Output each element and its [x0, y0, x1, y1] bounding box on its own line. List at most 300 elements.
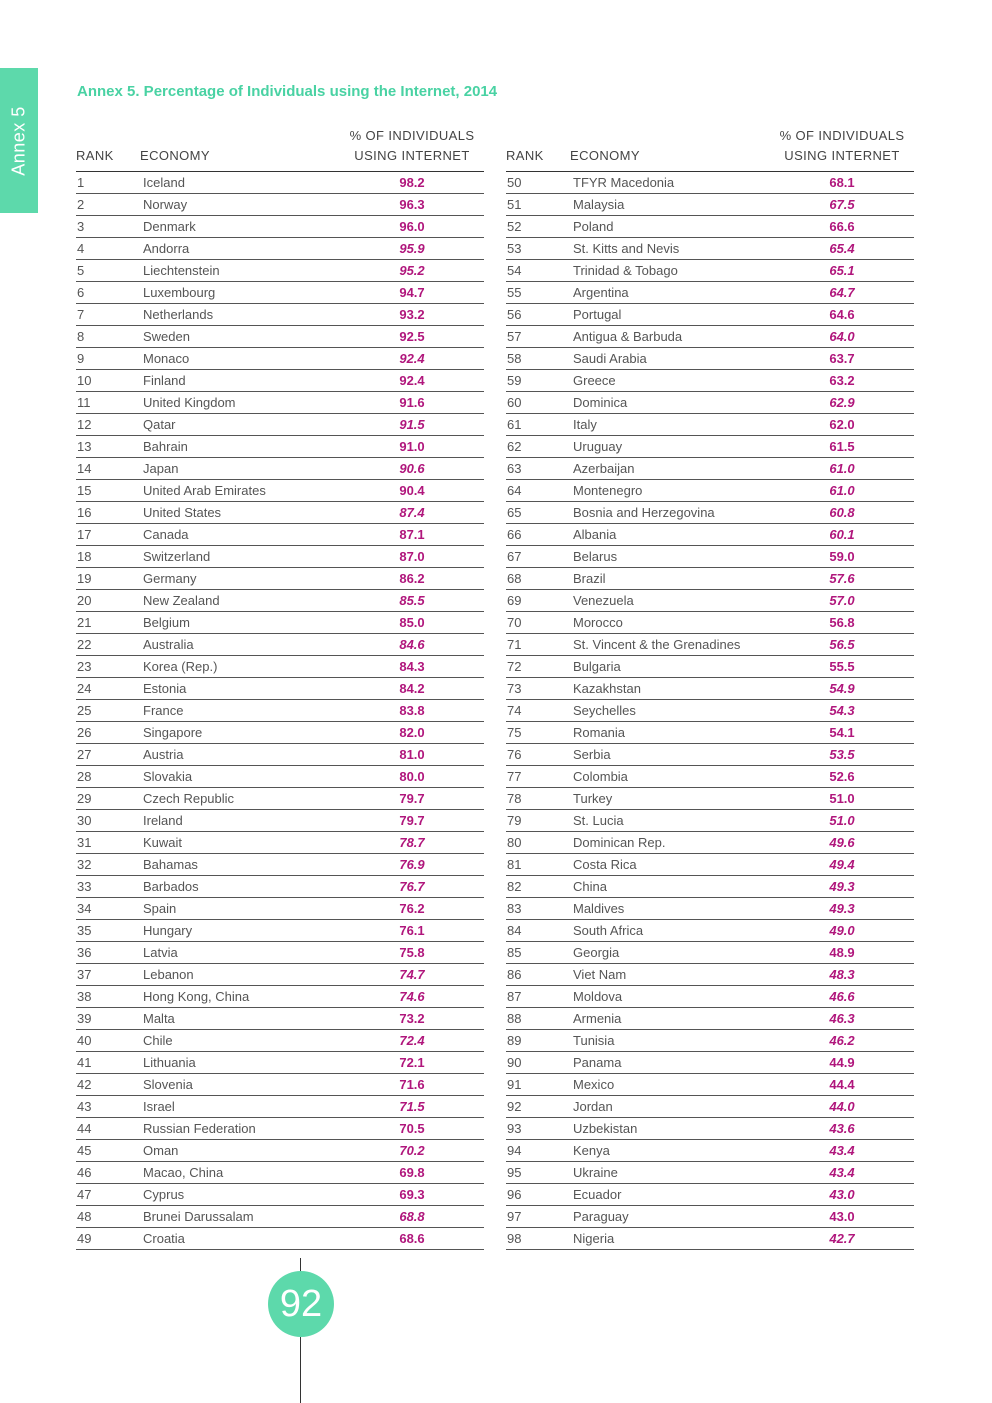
- pct-header-line2: USING INTERNET: [354, 148, 470, 163]
- rank-cell: 28: [76, 766, 140, 788]
- ranking-table-left: [76, 126, 484, 1250]
- table-row: [76, 524, 484, 546]
- table-header-row: [506, 126, 914, 172]
- table-row: [506, 964, 914, 986]
- economy-cell: United Arab Emirates: [140, 480, 340, 502]
- value-cell: 69.3: [340, 1184, 484, 1206]
- rank-cell: 41: [76, 1052, 140, 1074]
- rank-cell: 19: [76, 568, 140, 590]
- table-row: [76, 656, 484, 678]
- rank-cell: 85: [506, 942, 570, 964]
- rank-cell: 79: [506, 810, 570, 832]
- economy-cell: St. Vincent & the Grenadines: [570, 634, 770, 656]
- rank-cell: 30: [76, 810, 140, 832]
- rank-cell: 45: [76, 1140, 140, 1162]
- economy-cell: Costa Rica: [570, 854, 770, 876]
- rank-cell: 2: [76, 194, 140, 216]
- economy-cell: Brunei Darussalam: [140, 1206, 340, 1228]
- value-cell: 62.9: [770, 392, 914, 414]
- table-row: [506, 458, 914, 480]
- economy-cell: Australia: [140, 634, 340, 656]
- economy-cell: Kuwait: [140, 832, 340, 854]
- value-cell: 49.3: [770, 898, 914, 920]
- economy-cell: Brazil: [570, 568, 770, 590]
- rank-cell: 65: [506, 502, 570, 524]
- rank-cell: 49: [76, 1228, 140, 1250]
- value-cell: 46.2: [770, 1030, 914, 1052]
- table-row: [76, 1052, 484, 1074]
- value-cell: 76.9: [340, 854, 484, 876]
- rank-cell: 96: [506, 1184, 570, 1206]
- rank-cell: 92: [506, 1096, 570, 1118]
- value-cell: 43.4: [770, 1162, 914, 1184]
- rank-cell: 68: [506, 568, 570, 590]
- value-cell: 93.2: [340, 304, 484, 326]
- rank-cell: 97: [506, 1206, 570, 1228]
- value-cell: 63.7: [770, 348, 914, 370]
- table-row: [76, 260, 484, 282]
- table-row: [76, 1030, 484, 1052]
- table-row: [506, 370, 914, 392]
- economy-cell: Belarus: [570, 546, 770, 568]
- table-row: [506, 282, 914, 304]
- table-row: [76, 546, 484, 568]
- table-row: [76, 1074, 484, 1096]
- pct-header: [340, 126, 484, 172]
- economy-cell: Kazakhstan: [570, 678, 770, 700]
- table-row: [76, 678, 484, 700]
- rank-cell: 31: [76, 832, 140, 854]
- table-row: [506, 502, 914, 524]
- economy-cell: Hong Kong, China: [140, 986, 340, 1008]
- value-cell: 92.5: [340, 326, 484, 348]
- rank-cell: 24: [76, 678, 140, 700]
- value-cell: 49.0: [770, 920, 914, 942]
- table-row: [506, 1052, 914, 1074]
- value-cell: 61.0: [770, 458, 914, 480]
- value-cell: 60.8: [770, 502, 914, 524]
- value-cell: 49.6: [770, 832, 914, 854]
- rank-cell: 91: [506, 1074, 570, 1096]
- table-row: [76, 238, 484, 260]
- value-cell: 69.8: [340, 1162, 484, 1184]
- economy-cell: France: [140, 700, 340, 722]
- economy-cell: Estonia: [140, 678, 340, 700]
- table-row: [506, 832, 914, 854]
- value-cell: 72.1: [340, 1052, 484, 1074]
- rank-header: RANK: [76, 126, 140, 172]
- economy-cell: St. Kitts and Nevis: [570, 238, 770, 260]
- table-header-row: [76, 126, 484, 172]
- value-cell: 52.6: [770, 766, 914, 788]
- annex-side-tab: [0, 68, 38, 213]
- economy-cell: Lithuania: [140, 1052, 340, 1074]
- value-cell: 82.0: [340, 722, 484, 744]
- table-row: [506, 766, 914, 788]
- table-row: [76, 832, 484, 854]
- value-cell: 95.2: [340, 260, 484, 282]
- value-cell: 53.5: [770, 744, 914, 766]
- economy-cell: St. Lucia: [570, 810, 770, 832]
- value-cell: 91.5: [340, 414, 484, 436]
- rank-cell: 9: [76, 348, 140, 370]
- table-row: [76, 1118, 484, 1140]
- economy-cell: Finland: [140, 370, 340, 392]
- table-row: [506, 260, 914, 282]
- value-cell: 84.3: [340, 656, 484, 678]
- value-cell: 67.5: [770, 194, 914, 216]
- value-cell: 48.3: [770, 964, 914, 986]
- economy-cell: Georgia: [570, 942, 770, 964]
- value-cell: 54.9: [770, 678, 914, 700]
- table-row: [506, 414, 914, 436]
- value-cell: 94.7: [340, 282, 484, 304]
- value-cell: 72.4: [340, 1030, 484, 1052]
- value-cell: 42.7: [770, 1228, 914, 1250]
- table-row: [506, 1030, 914, 1052]
- table-row: [506, 1074, 914, 1096]
- rank-cell: 50: [506, 172, 570, 194]
- table-row: [506, 238, 914, 260]
- table-row: [76, 458, 484, 480]
- economy-cell: Dominican Rep.: [570, 832, 770, 854]
- economy-cell: Argentina: [570, 282, 770, 304]
- rank-cell: 83: [506, 898, 570, 920]
- rank-cell: 61: [506, 414, 570, 436]
- rank-cell: 62: [506, 436, 570, 458]
- rank-cell: 56: [506, 304, 570, 326]
- rank-cell: 48: [76, 1206, 140, 1228]
- rank-cell: 4: [76, 238, 140, 260]
- value-cell: 95.9: [340, 238, 484, 260]
- value-cell: 68.8: [340, 1206, 484, 1228]
- economy-cell: Macao, China: [140, 1162, 340, 1184]
- table-row: [76, 810, 484, 832]
- value-cell: 46.3: [770, 1008, 914, 1030]
- page-number: 92: [268, 1271, 334, 1337]
- table-row: [76, 986, 484, 1008]
- table-row: [506, 876, 914, 898]
- economy-cell: Jordan: [570, 1096, 770, 1118]
- value-cell: 98.2: [340, 172, 484, 194]
- economy-cell: Bosnia and Herzegovina: [570, 502, 770, 524]
- economy-cell: Oman: [140, 1140, 340, 1162]
- value-cell: 71.5: [340, 1096, 484, 1118]
- table-row: [506, 1162, 914, 1184]
- table-row: [76, 700, 484, 722]
- rank-cell: 36: [76, 942, 140, 964]
- economy-cell: Mexico: [570, 1074, 770, 1096]
- rank-cell: 80: [506, 832, 570, 854]
- table-row: [76, 172, 484, 194]
- table-row: [506, 172, 914, 194]
- value-cell: 83.8: [340, 700, 484, 722]
- economy-cell: TFYR Macedonia: [570, 172, 770, 194]
- table-row: [506, 480, 914, 502]
- economy-cell: Saudi Arabia: [570, 348, 770, 370]
- economy-cell: Qatar: [140, 414, 340, 436]
- value-cell: 56.8: [770, 612, 914, 634]
- rank-cell: 22: [76, 634, 140, 656]
- economy-cell: Malta: [140, 1008, 340, 1030]
- economy-cell: Trinidad & Tobago: [570, 260, 770, 282]
- economy-cell: United States: [140, 502, 340, 524]
- table-row: [506, 546, 914, 568]
- rank-cell: 95: [506, 1162, 570, 1184]
- table-row: [76, 216, 484, 238]
- table-row: [506, 392, 914, 414]
- table-row: [506, 1008, 914, 1030]
- economy-cell: Barbados: [140, 876, 340, 898]
- economy-cell: Panama: [570, 1052, 770, 1074]
- value-cell: 76.1: [340, 920, 484, 942]
- value-cell: 76.7: [340, 876, 484, 898]
- rank-cell: 5: [76, 260, 140, 282]
- pct-header-line1: % OF INDIVIDUALS: [779, 128, 905, 143]
- economy-cell: Albania: [570, 524, 770, 546]
- rank-cell: 78: [506, 788, 570, 810]
- table-row: [76, 1228, 484, 1250]
- table-row: [506, 788, 914, 810]
- table-row: [506, 436, 914, 458]
- rank-cell: 10: [76, 370, 140, 392]
- table-row: [506, 326, 914, 348]
- page-title: Annex 5. Percentage of Individuals using the Internet, 2014: [77, 83, 498, 100]
- economy-cell: Paraguay: [570, 1206, 770, 1228]
- table-row: [506, 1206, 914, 1228]
- value-cell: 44.9: [770, 1052, 914, 1074]
- value-cell: 43.0: [770, 1206, 914, 1228]
- value-cell: 70.2: [340, 1140, 484, 1162]
- value-cell: 44.0: [770, 1096, 914, 1118]
- value-cell: 43.6: [770, 1118, 914, 1140]
- annex-side-tab-label: Annex 5: [8, 105, 29, 176]
- rank-cell: 39: [76, 1008, 140, 1030]
- economy-cell: Iceland: [140, 172, 340, 194]
- rank-cell: 89: [506, 1030, 570, 1052]
- rank-cell: 76: [506, 744, 570, 766]
- value-cell: 74.6: [340, 986, 484, 1008]
- economy-cell: Nigeria: [570, 1228, 770, 1250]
- value-cell: 43.4: [770, 1140, 914, 1162]
- economy-cell: Cyprus: [140, 1184, 340, 1206]
- economy-cell: Moldova: [570, 986, 770, 1008]
- value-cell: 56.5: [770, 634, 914, 656]
- value-cell: 84.2: [340, 678, 484, 700]
- rank-cell: 13: [76, 436, 140, 458]
- table-row: [76, 766, 484, 788]
- economy-cell: Montenegro: [570, 480, 770, 502]
- economy-cell: Belgium: [140, 612, 340, 634]
- rank-cell: 66: [506, 524, 570, 546]
- table-row: [506, 612, 914, 634]
- rank-cell: 67: [506, 546, 570, 568]
- table-row: [76, 854, 484, 876]
- economy-cell: Denmark: [140, 216, 340, 238]
- rank-cell: 8: [76, 326, 140, 348]
- rank-cell: 58: [506, 348, 570, 370]
- table-row: [76, 964, 484, 986]
- value-cell: 55.5: [770, 656, 914, 678]
- value-cell: 76.2: [340, 898, 484, 920]
- value-cell: 79.7: [340, 788, 484, 810]
- economy-header: ECONOMY: [140, 126, 340, 172]
- table-row: [76, 1184, 484, 1206]
- ranking-table-right: [506, 126, 914, 1250]
- value-cell: 71.6: [340, 1074, 484, 1096]
- rank-cell: 71: [506, 634, 570, 656]
- table-row: [76, 370, 484, 392]
- rank-cell: 70: [506, 612, 570, 634]
- value-cell: 59.0: [770, 546, 914, 568]
- table-row: [76, 942, 484, 964]
- value-cell: 92.4: [340, 370, 484, 392]
- economy-cell: Korea (Rep.): [140, 656, 340, 678]
- rank-cell: 37: [76, 964, 140, 986]
- value-cell: 44.4: [770, 1074, 914, 1096]
- value-cell: 96.3: [340, 194, 484, 216]
- value-cell: 96.0: [340, 216, 484, 238]
- rank-cell: 77: [506, 766, 570, 788]
- table-row: [506, 348, 914, 370]
- rank-cell: 47: [76, 1184, 140, 1206]
- rank-cell: 75: [506, 722, 570, 744]
- economy-cell: Singapore: [140, 722, 340, 744]
- value-cell: 64.6: [770, 304, 914, 326]
- table-row: [76, 480, 484, 502]
- rank-cell: 54: [506, 260, 570, 282]
- rank-cell: 74: [506, 700, 570, 722]
- rank-cell: 15: [76, 480, 140, 502]
- table-row: [76, 898, 484, 920]
- economy-cell: Viet Nam: [570, 964, 770, 986]
- value-cell: 49.3: [770, 876, 914, 898]
- pct-header: [770, 126, 914, 172]
- table-row: [506, 810, 914, 832]
- rank-cell: 53: [506, 238, 570, 260]
- economy-cell: Japan: [140, 458, 340, 480]
- rank-cell: 26: [76, 722, 140, 744]
- table-row: [76, 392, 484, 414]
- value-cell: 46.6: [770, 986, 914, 1008]
- economy-cell: Latvia: [140, 942, 340, 964]
- value-cell: 61.0: [770, 480, 914, 502]
- table-row: [76, 876, 484, 898]
- table-row: [506, 678, 914, 700]
- economy-cell: Ukraine: [570, 1162, 770, 1184]
- rank-cell: 16: [76, 502, 140, 524]
- table-row: [506, 722, 914, 744]
- rank-cell: 6: [76, 282, 140, 304]
- economy-cell: Malaysia: [570, 194, 770, 216]
- value-cell: 57.0: [770, 590, 914, 612]
- ranking-table-left-body: [76, 172, 484, 1250]
- table-row: [76, 590, 484, 612]
- economy-cell: Netherlands: [140, 304, 340, 326]
- table-row: [76, 282, 484, 304]
- rank-cell: 94: [506, 1140, 570, 1162]
- economy-cell: Morocco: [570, 612, 770, 634]
- economy-cell: Greece: [570, 370, 770, 392]
- rank-cell: 34: [76, 898, 140, 920]
- value-cell: 74.7: [340, 964, 484, 986]
- table-row: [76, 502, 484, 524]
- economy-cell: Czech Republic: [140, 788, 340, 810]
- economy-cell: Uzbekistan: [570, 1118, 770, 1140]
- rank-cell: 33: [76, 876, 140, 898]
- economy-cell: Spain: [140, 898, 340, 920]
- table-row: [76, 414, 484, 436]
- value-cell: 43.0: [770, 1184, 914, 1206]
- rank-cell: 11: [76, 392, 140, 414]
- table-row: [506, 568, 914, 590]
- economy-cell: Canada: [140, 524, 340, 546]
- value-cell: 66.6: [770, 216, 914, 238]
- value-cell: 90.4: [340, 480, 484, 502]
- rank-cell: 32: [76, 854, 140, 876]
- value-cell: 80.0: [340, 766, 484, 788]
- value-cell: 85.5: [340, 590, 484, 612]
- table-row: [506, 942, 914, 964]
- table-row: [506, 854, 914, 876]
- value-cell: 64.0: [770, 326, 914, 348]
- rank-cell: 17: [76, 524, 140, 546]
- value-cell: 63.2: [770, 370, 914, 392]
- value-cell: 61.5: [770, 436, 914, 458]
- rank-cell: 52: [506, 216, 570, 238]
- rank-cell: 44: [76, 1118, 140, 1140]
- rank-cell: 55: [506, 282, 570, 304]
- value-cell: 65.1: [770, 260, 914, 282]
- economy-cell: Tunisia: [570, 1030, 770, 1052]
- rank-cell: 86: [506, 964, 570, 986]
- table-row: [506, 1184, 914, 1206]
- rank-cell: 90: [506, 1052, 570, 1074]
- table-row: [506, 744, 914, 766]
- table-row: [506, 1228, 914, 1250]
- table-row: [76, 920, 484, 942]
- economy-cell: Sweden: [140, 326, 340, 348]
- rank-cell: 12: [76, 414, 140, 436]
- value-cell: 73.2: [340, 1008, 484, 1030]
- value-cell: 87.0: [340, 546, 484, 568]
- rank-cell: 21: [76, 612, 140, 634]
- table-row: [506, 1118, 914, 1140]
- rank-cell: 72: [506, 656, 570, 678]
- economy-cell: Switzerland: [140, 546, 340, 568]
- rank-cell: 93: [506, 1118, 570, 1140]
- economy-cell: Austria: [140, 744, 340, 766]
- economy-cell: Turkey: [570, 788, 770, 810]
- rank-cell: 81: [506, 854, 570, 876]
- economy-cell: Armenia: [570, 1008, 770, 1030]
- table-row: [76, 1096, 484, 1118]
- economy-cell: South Africa: [570, 920, 770, 942]
- value-cell: 68.1: [770, 172, 914, 194]
- rank-cell: 20: [76, 590, 140, 612]
- rank-cell: 57: [506, 326, 570, 348]
- table-row: [76, 1140, 484, 1162]
- economy-header: ECONOMY: [570, 126, 770, 172]
- economy-cell: Norway: [140, 194, 340, 216]
- rank-cell: 63: [506, 458, 570, 480]
- rank-cell: 64: [506, 480, 570, 502]
- value-cell: 68.6: [340, 1228, 484, 1250]
- economy-cell: Croatia: [140, 1228, 340, 1250]
- economy-cell: China: [570, 876, 770, 898]
- value-cell: 65.4: [770, 238, 914, 260]
- economy-cell: Azerbaijan: [570, 458, 770, 480]
